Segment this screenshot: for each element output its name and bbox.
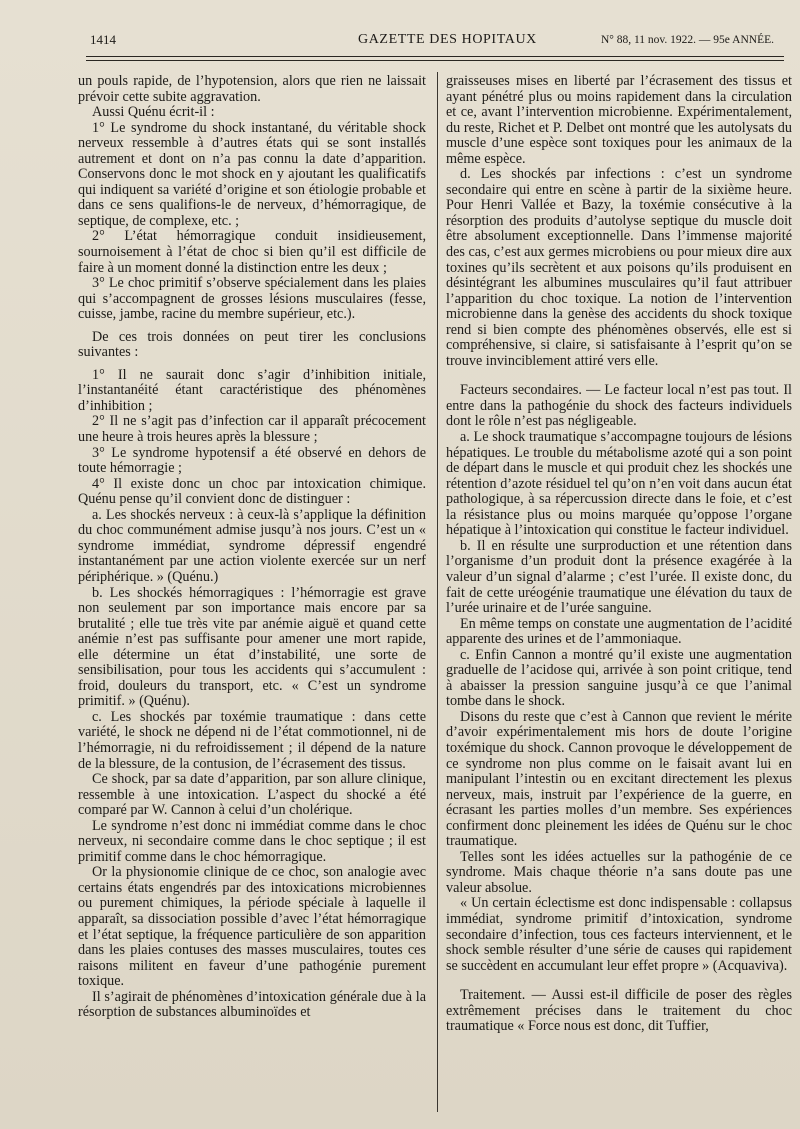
paragraph: Or la physionomie clinique de ce choc, son analogie avec certains états engendrés par des intoxications microbiennes ou purement chimiques, la période spéciale à laquelle il apparaît, sa dissociation possible d’avec l’état hémorragique et l’état septique, la fréquence particulière de son apparition dans les plaies contuses des masses musculaires, toutes ces raisons militent en faveur d’une pathogénie purement toxique. [78,864,426,990]
paragraph: 1° Le syndrome du shock instantané, du véritable shock nerveux ressemble à d’autres états qui se sont installés autrement et dont on n’a pas connu la date d’apparition. Conservons donc le mot shock en y ajoutant les qualificatifs qui indiquent sa variété d’origine et son étiologie probable et dans ce sens qualifions-le de nerveux, d’hémorragique, de septique, de complexe, etc. ; [78,119,426,229]
left-column [78,74,426,1119]
paragraph: 2° Il ne s’agit pas d’infection car il apparaît précocement une heure à trois heures après la blessure ; [78,413,426,446]
paragraph: En même temps on constate une augmentation de l’acidité apparente des urines et de l’ammoniaque. [446,615,792,648]
page-number: 1414 [90,32,116,47]
paragraph: b. Il en résulte une surproduction et une rétention dans l’organisme d’un produit dont la présence exagérée à la valeur d’un signal d’alarme ; c’est l’urée. Il existe donc, du fait de cette uréogénie traumatique une élévation du taux de l’urée urinaire et de l’urée sanguine. [446,537,792,617]
paragraph: 1° Il ne saurait donc s’agir d’inhibition initiale, l’instantanéité étant caractéristique des phénomènes d’inhibition ; [78,366,426,414]
paragraph: Telles sont les idées actuelles sur la pathogénie de ce syndrome. Mais chaque théorie n’a sans doute pas une valeur absolue. [446,848,792,896]
paragraph: Disons du reste que c’est à Cannon que revient le mérite d’avoir expérimentalement mis hors de doute l’origine toxémique du shock. Cannon provoque le développement de ce syndrome non plus comme on le faisait avant lui en manipulant l’intestin ou en excitant directement les plexus nerveux, mais, instruit par l’expérience de la guerre, en écrasant les parties molles d’un membre. Ses expériences confirment donc pleinement les idées de Quénu sur le choc traumatique. [446,708,792,850]
paragraph: « Un certain éclectisme est donc indispensable : collapsus immédiat, syndrome primitif d’intoxication, syndrome secondaire d’infection, tous ces facteurs interviennent, et le shock semble résulter d’une série de causes qui rapidement se succèdent en accumulant leur effet propre » (Acquaviva). [446,895,792,974]
paragraph: graisseuses mises en liberté par l’écrasement des tissus et ayant pénétré plus ou moins rapidement dans la circulation et ce, avant l’intervention microbienne. Expérimentalement, du reste, Richet et P. Delbet ont montré que les autolysats du muscle d’une espèce sont toxiques pour les animaux de la même espèce. [446,74,792,167]
paragraph: Aussi Quénu écrit-il : [92,104,215,121]
header-rule-top [86,56,784,57]
paragraph: c. Les shockés par toxémie traumatique : dans cette variété, le shock ne dépend ni de l’état commotionnel, ni de l’hémorragie, ni du refroidissement ; il dépend de la nature de la blessure, de la contusion, de l’écrasement des tissus. [78,708,426,772]
paragraph: un pouls rapide, de l’hypotension, alors que rien ne laissait prévoir cette subite aggravation. [78,74,426,105]
paragraph: 2° L’état hémorragique conduit insidieusement, sournoisement à l’état de choc si bien qu’il est difficile de faire à un moment donné la distinction entre les deux ; [78,228,426,276]
journal-title: GAZETTE DES HOPITAUX [358,32,537,47]
paragraph: Ce shock, par sa date d’apparition, par son allure clinique, ressemble à une intoxication. L’aspect du shocké a été comparé par W. Cannon à celui d’un cholérique. [78,771,426,819]
section-paragraph-traitement: Traitement. — Aussi est-il difficile de poser des règles extrêmement précises dans le traitement du choc traumatique « Force nous est donc, dit Tuffier, [446,987,792,1035]
paragraph: 3° Le choc primitif s’observe spécialement dans les plaies qui s’accompagnent de grosses lésions musculaires (fesse, cuisse, jambe, racine du membre supérieur, etc.). [78,275,426,323]
paragraph: 3° Le syndrome hypotensif a été observé en dehors de toute hémorragie ; [78,444,426,477]
paragraph: c. Enfin Cannon a montré qu’il existe une augmentation graduelle de l’acidose qui, arrivée à son point critique, tend à abaisser la pression sanguine jusqu’à ce que l’animal tombe dans le shock. [446,646,792,710]
column-divider [437,72,438,1112]
paragraph: Il s’agirait de phénomènes d’intoxication générale due à la résorption de substances albuminoïdes et [78,988,426,1021]
paragraph: a. Les shockés nerveux : à ceux-là s’applique la définition du choc communément admise jusqu’à nos jours. C’est un « syndrome immédiat, syndrome dépressif engendré instantanément par une action violente exercée sur un nerf périphérique. » (Quénu.) [78,506,426,585]
header-rule-bottom [86,60,784,61]
paragraph: b. Les shockés hémorragiques : l’hémorragie est grave non seulement par son importance mais encore par sa brutalité ; elle tue très vite par anémie aiguë et quand cette anémie n’est pas suffisante pour amener une mort rapide, elle détermine un état d’instabilité, une sorte de sensibilisation, pour tous les accidents qui s’accumulent : froid, douleurs du transport, etc. « C’est un syndrome primitif. » (Quénu). [78,584,426,710]
issue-info: N° 88, 11 nov. 1922. — 95e ANNÉE. [600,34,774,46]
paragraph: a. Le shock traumatique s’accompagne toujours de lésions hépatiques. Le trouble du métabolisme azoté qui a son point de départ dans le muscle et qui produit chez les shockés une rétention d’azote résiduel tel qu’on n’en voit dans aucun état pathologique, à sa répercussion directe dans le foie, et c’est la résistance plus ou moins marquée qu’oppose l’organe hépatique à l’intoxication qui constitue le facteur individuel. [446,429,792,539]
paragraph: 4° Il existe donc un choc par intoxication chimique. Quénu pense qu’il convient donc de distinguer : [78,475,426,508]
section-paragraph-facteurs: Facteurs secondaires. — Le facteur local n’est pas tout. Il entre dans la pathogénie du shock des facteurs individuels dont le rôle n’est pas négligeable. [446,382,792,430]
right-column [446,74,792,1119]
paragraph: Le syndrome n’est donc ni immédiat comme dans le choc nerveux, ni secondaire comme dans le choc septique ; il est primitif comme dans le choc hémorragique. [78,817,426,865]
paragraph: d. Les shockés par infections : c’est un syndrome secondaire qui entre en scène à partir de la sixième heure. Pour Henri Vallée et Bazy, la toxémie consécutive à la résorption des produits d’autolyse septique du muscle doit être absolument exceptionnelle. Dans l’immense majorité des cas, c’est aux germes microbiens ou pour mieux dire aux toxines qu’ils secrètent et aux poisons qu’ils produisent en désintégrant les albumines musculaires qu’il faut attribuer l’apparition du choc toxique. La notion de l’intervention microbienne dans la genèse des accidents du shock toxique rend si bien compte des phénomènes observés, elle est si compréhensive, si claire, si satisfaisante à l’esprit qu’on se trouve invinciblement attiré vers elle. [446,166,792,369]
paragraph: De ces trois données on peut tirer les conclusions suivantes : [78,328,426,361]
page-header [90,30,782,56]
